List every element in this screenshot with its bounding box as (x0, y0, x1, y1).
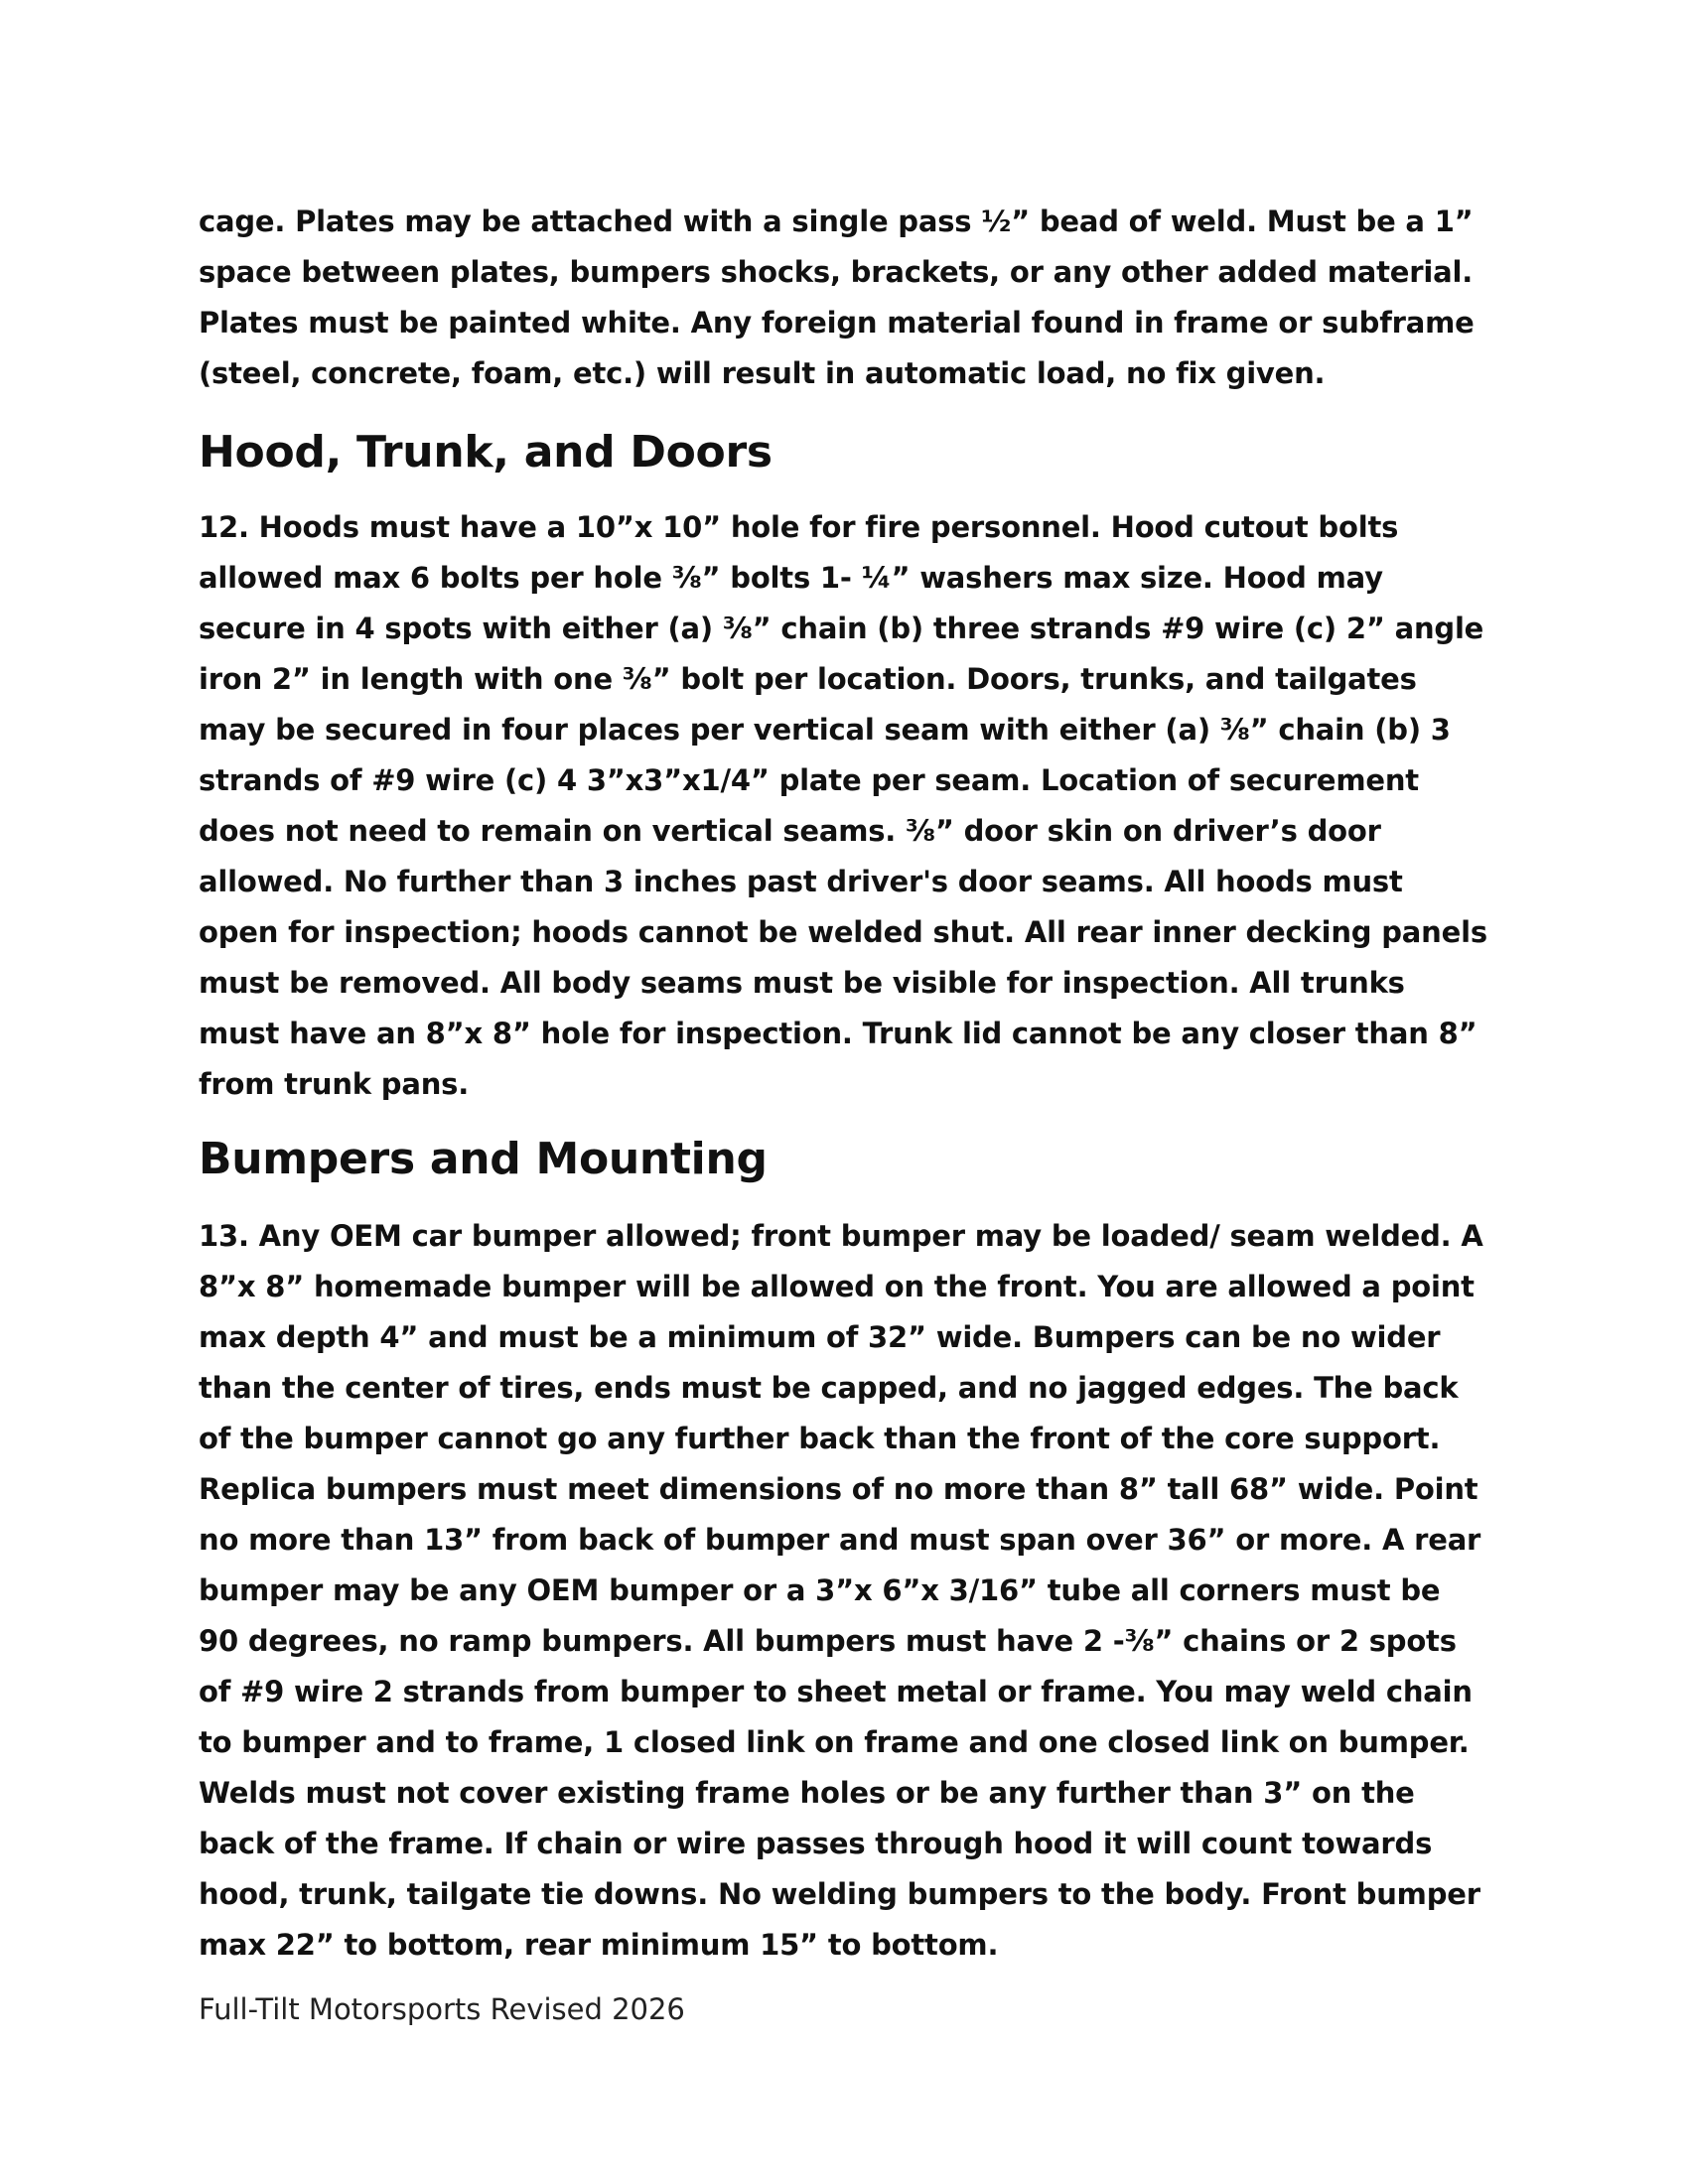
page-footer: Full-Tilt Motorsports Revised 2026 (199, 1992, 685, 2026)
rule-13-paragraph: 13. Any OEM car bumper allowed; front bumper may be loaded/ seam welded. A 8”x 8” homemade bumper will be allowed on the front. You are allowed a point max depth 4” and must be a minimum of 32” wide. Bumpers can be no wider than the center of tires, ends must be capped, and no jagged edges. The back of the bumper cannot go any further back than the front of the core support. Replica bumpers must meet dimensions of no more than 8” tall 68” wide. Point no more than 13” from back of bumper and must span over 36” or more. A rear bumper may be any OEM bumper or a 3”x 6”x 3/16” tube all corners must be 90 degrees, no ramp bumpers. All bumpers must have 2 -⅜” chains or 2 spots of #9 wire 2 strands from bumper to sheet metal or frame. You may weld chain to bumper and to frame, 1 closed link on frame and one closed link on bumper. Welds must not cover existing frame holes or be any further than 3” on the back of the frame. If chain or wire passes through hood it will count towards hood, trunk, tailgate tie downs. No welding bumpers to the body. Front bumper max 22” to bottom, rear minimum 15” to bottom. (199, 1219, 1483, 1962)
rule-12-paragraph: 12. Hoods must have a 10”x 10” hole for fire personnel. Hood cutout bolts allowed max 6 bolts per hole ⅜” bolts 1- ¼” washers max size. Hood may secure in 4 spots with either (a) ⅜” chain (b) three strands #9 wire (c) 2” angle iron 2” in length with one ⅜” bolt per location. Doors, trunks, and tailgates may be secured in four places per vertical seam with either (a) ⅜” chain (b) 3 strands of #9 wire (c) 4 3”x3”x1/4” plate per seam. Location of securement does not need to remain on vertical seams. ⅜” door skin on driver’s door allowed. No further than 3 inches past driver's door seams. All hoods must open for inspection; hoods cannot be welded shut. All rear inner decking panels must be removed. All body seams must be visible for inspection. All trunks must have an 8”x 8” hole for inspection. Trunk lid cannot be any closer than 8” from trunk pans. (199, 510, 1487, 1101)
section-heading-hood-trunk-doors: Hood, Trunk, and Doors (199, 427, 773, 478)
document-body (199, 197, 1489, 1971)
intro-paragraph: cage. Plates may be attached with a single pass ½” bead of weld. Must be a 1” space between plates, bumpers shocks, brackets, or any other added material. Plates must be painted white. Any foreign material found in frame or subframe (steel, concrete, foam, etc.) will result in automatic load, no fix given. (199, 205, 1475, 390)
section-heading-bumpers-mounting: Bumpers and Mounting (199, 1134, 768, 1184)
